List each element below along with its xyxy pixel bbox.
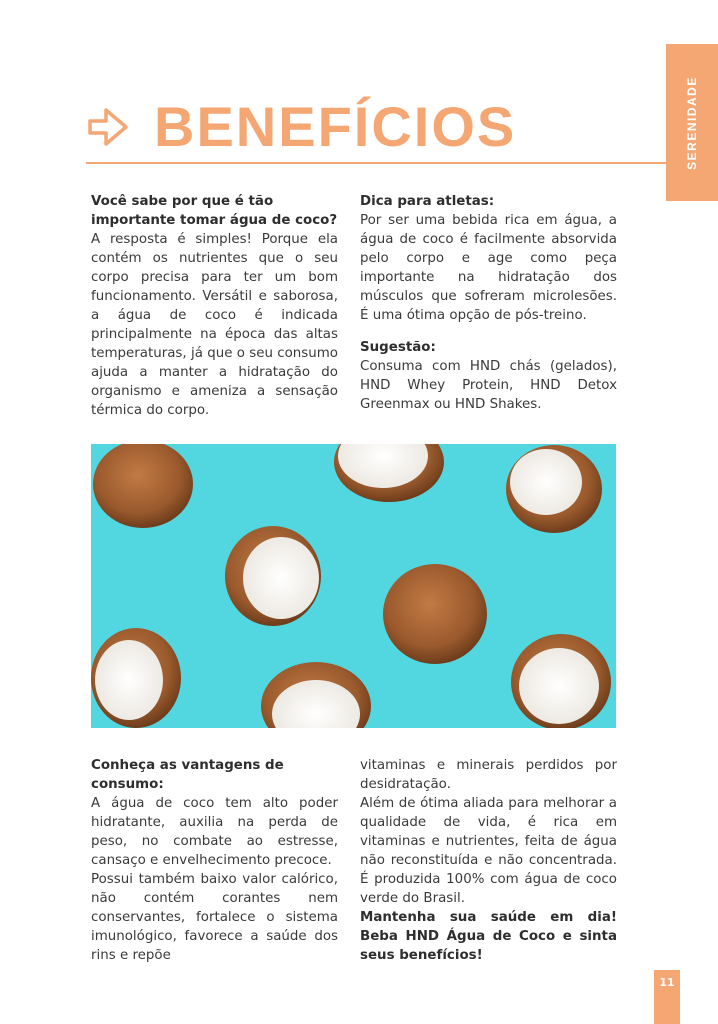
advantages-continued-column xyxy=(360,756,617,965)
page-title: BENEFÍCIOS xyxy=(154,95,517,158)
tip-body: Por ser uma bebida rica em água, a água de coco é facilmente absorvida pelo corpo e age como peça importante na hidratação dos músculos que sofreram microlesões. É uma ótima opção de pós-treino. xyxy=(360,213,617,323)
intro-column xyxy=(91,192,338,420)
coconuts-photo xyxy=(91,444,616,728)
intro-body: A resposta é simples! Porque ela contém os nutrientes que o seu corpo precisa para ter um bom funcionamento. Versátil e saborosa, a água de coco é indicada principalmente na época das altas temperaturas, já que o seu consumo ajuda a manter a hidratação do organismo e ameniza a sensação térmica do corpo. xyxy=(91,232,338,418)
intro-heading: Você sabe por que é tão importante tomar água de coco? xyxy=(91,194,338,228)
page-number: 11 xyxy=(654,970,680,1024)
suggestion-body: Consuma com HND chás (gelados), HND Whey Protein, HND Detox Greenmax ou HND Shakes. xyxy=(360,359,617,412)
coconut-illustration xyxy=(91,444,616,728)
arrow-right-icon xyxy=(86,105,130,149)
advantages-column xyxy=(91,756,338,965)
advantages-continued-p2: Além de ótima aliada para melhorar a qualidade de vida, é rica em vitaminas e nutrientes, feita de água não reconstituída e não concentrada. É produzida 100% com água de coco verde do Brasil. xyxy=(360,796,617,906)
advantages-heading: Conheça as vantagens de consumo: xyxy=(91,758,284,792)
tips-column xyxy=(360,192,617,414)
advantages-p2: Possui também baixo valor calórico, não contém corantes nem conservantes, fortalece o sistema imunológico, favorece a saúde dos rins e repõe xyxy=(91,872,338,963)
side-section-tab xyxy=(666,44,718,201)
advantages-p1: A água de coco tem alto poder hidratante, auxilia na perda de peso, no combate ao estresse, cansaço e envelhecimento precoce. xyxy=(91,796,338,868)
suggestion-heading: Sugestão: xyxy=(360,340,436,355)
advantages-continued-p1: vitaminas e minerais perdidos por desidratação. xyxy=(360,758,617,792)
header xyxy=(86,95,516,159)
tip-heading: Dica para atletas: xyxy=(360,194,495,209)
title-underline xyxy=(86,162,666,164)
closing-statement: Mantenha sua saúde em dia! Beba HND Água de Coco e sinta seus benefícios! xyxy=(360,910,617,963)
side-tab-label: SERENIDADE xyxy=(685,75,699,170)
